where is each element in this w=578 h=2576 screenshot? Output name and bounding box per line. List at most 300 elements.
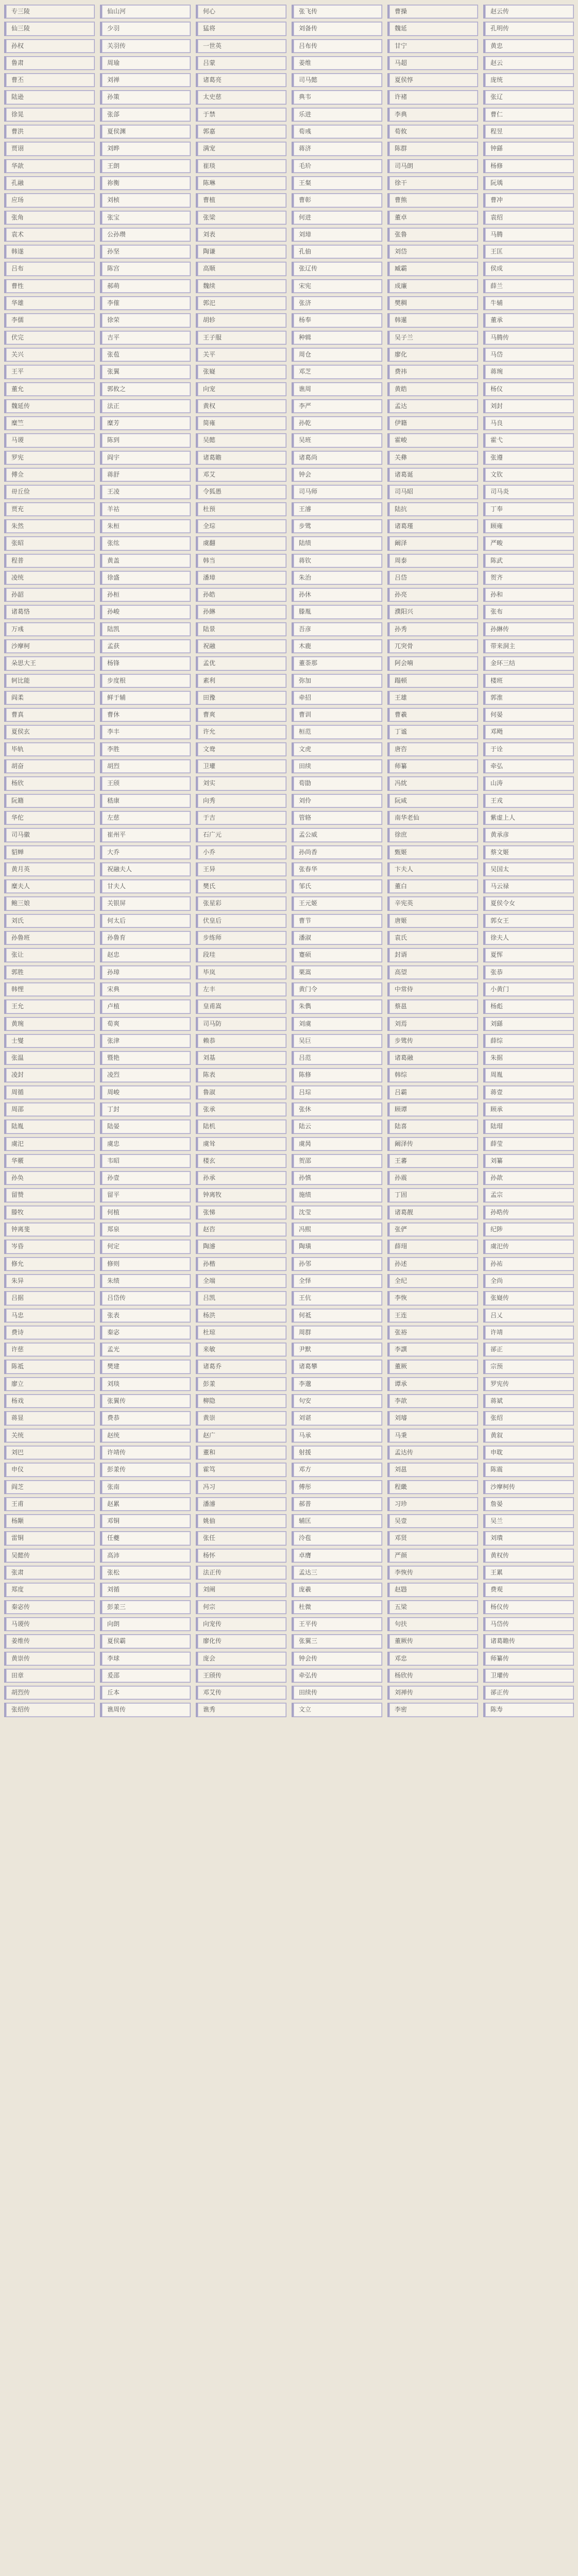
name-cell[interactable]: 赵云传 bbox=[483, 5, 574, 19]
name-cell[interactable]: 诸葛恪 bbox=[4, 605, 95, 619]
name-cell[interactable]: 薛珝 bbox=[387, 1240, 478, 1253]
name-cell[interactable]: 王异 bbox=[196, 862, 286, 876]
name-cell[interactable]: 荀爽 bbox=[100, 1017, 191, 1031]
name-cell[interactable]: 冯习 bbox=[196, 1480, 286, 1494]
name-cell[interactable]: 张梁 bbox=[196, 211, 286, 225]
name-cell[interactable]: 魏续 bbox=[196, 279, 286, 293]
name-cell[interactable]: 夏侯霸 bbox=[100, 1634, 191, 1648]
name-cell[interactable]: 杜微 bbox=[292, 1600, 382, 1614]
name-cell[interactable]: 张松 bbox=[100, 1566, 191, 1580]
name-cell[interactable]: 牵弘 bbox=[483, 759, 574, 773]
name-cell[interactable]: 诸葛尚 bbox=[292, 451, 382, 465]
name-cell[interactable]: 谯周传 bbox=[100, 1703, 191, 1717]
name-cell[interactable]: 李胜 bbox=[100, 742, 191, 756]
name-cell[interactable]: 何宗 bbox=[196, 1600, 286, 1614]
name-cell[interactable]: 徐干 bbox=[387, 176, 478, 190]
name-cell[interactable]: 郭汜 bbox=[196, 296, 286, 310]
name-cell[interactable]: 罗宪 bbox=[4, 451, 95, 465]
name-cell[interactable]: 丁封 bbox=[100, 1103, 191, 1116]
name-cell[interactable]: 鲁肃 bbox=[4, 56, 95, 70]
name-cell[interactable]: 杨欣 bbox=[4, 776, 95, 790]
name-cell[interactable]: 黄盖 bbox=[100, 554, 191, 568]
name-cell[interactable]: 孙慎 bbox=[292, 1171, 382, 1185]
name-cell[interactable]: 张绍 bbox=[483, 1411, 574, 1425]
name-cell[interactable]: 步度根 bbox=[100, 674, 191, 688]
name-cell[interactable]: 许靖传 bbox=[100, 1446, 191, 1460]
name-cell[interactable]: 黄叙 bbox=[483, 1429, 574, 1443]
name-cell[interactable]: 彭羕三 bbox=[100, 1600, 191, 1614]
name-cell[interactable]: 郭淮 bbox=[483, 691, 574, 705]
name-cell[interactable]: 陆瑁 bbox=[483, 1120, 574, 1133]
name-cell[interactable]: 樊氏 bbox=[196, 879, 286, 893]
name-cell[interactable]: 曹爽 bbox=[196, 708, 286, 722]
name-cell[interactable]: 中常侍 bbox=[387, 982, 478, 996]
name-cell[interactable]: 柳隐 bbox=[196, 1394, 286, 1408]
name-cell[interactable]: 曹休 bbox=[100, 708, 191, 722]
name-cell[interactable]: 唐姬 bbox=[387, 914, 478, 928]
name-cell[interactable]: 步练师 bbox=[196, 931, 286, 945]
name-cell[interactable]: 泠苞 bbox=[292, 1531, 382, 1545]
name-cell[interactable]: 潘璋 bbox=[196, 571, 286, 585]
name-cell[interactable]: 何进 bbox=[292, 211, 382, 225]
name-cell[interactable]: 张翼三 bbox=[292, 1634, 382, 1648]
name-cell[interactable]: 刘循 bbox=[100, 1583, 191, 1597]
name-cell[interactable]: 一世英 bbox=[196, 39, 286, 53]
name-cell[interactable]: 全尚 bbox=[483, 1274, 574, 1288]
name-cell[interactable]: 刘禅传 bbox=[387, 1686, 478, 1700]
name-cell[interactable]: 吉平 bbox=[100, 331, 191, 345]
name-cell[interactable]: 纪陟 bbox=[483, 1223, 574, 1236]
name-cell[interactable]: 徐夫人 bbox=[483, 931, 574, 945]
name-cell[interactable]: 樊建 bbox=[100, 1360, 191, 1374]
name-cell[interactable]: 刘实 bbox=[196, 776, 286, 790]
name-cell[interactable]: 郤正传 bbox=[483, 1686, 574, 1700]
name-cell[interactable]: 鲁淑 bbox=[196, 1086, 286, 1099]
name-cell[interactable]: 张角 bbox=[4, 211, 95, 225]
name-cell[interactable]: 栗嵩 bbox=[292, 965, 382, 979]
name-cell[interactable]: 陆云 bbox=[292, 1120, 382, 1133]
name-cell[interactable]: 华覈 bbox=[4, 1154, 95, 1168]
name-cell[interactable]: 应玚 bbox=[4, 193, 95, 207]
name-cell[interactable]: 李严 bbox=[292, 399, 382, 413]
name-cell[interactable]: 士燮 bbox=[4, 1034, 95, 1048]
name-cell[interactable]: 管辂 bbox=[292, 811, 382, 825]
name-cell[interactable]: 濮阳兴 bbox=[387, 605, 478, 619]
name-cell[interactable]: 郑度 bbox=[4, 1583, 95, 1597]
name-cell[interactable]: 曹训 bbox=[292, 708, 382, 722]
name-cell[interactable]: 董承 bbox=[483, 313, 574, 327]
name-cell[interactable]: 费诗 bbox=[4, 1326, 95, 1340]
name-cell[interactable]: 崔州平 bbox=[100, 828, 191, 842]
name-cell[interactable]: 伊籍 bbox=[387, 416, 478, 430]
name-cell[interactable]: 夏侯令女 bbox=[483, 896, 574, 910]
name-cell[interactable]: 王连 bbox=[387, 1309, 478, 1323]
name-cell[interactable]: 张辽传 bbox=[292, 262, 382, 276]
name-cell[interactable]: 阚泽 bbox=[387, 536, 478, 550]
name-cell[interactable]: 张飞传 bbox=[292, 5, 382, 19]
name-cell[interactable]: 贾诩 bbox=[4, 142, 95, 156]
name-cell[interactable]: 费恭 bbox=[100, 1411, 191, 1425]
name-cell[interactable]: 桓范 bbox=[292, 725, 382, 739]
name-cell[interactable]: 虞忠 bbox=[100, 1137, 191, 1151]
name-cell[interactable]: 董厥 bbox=[387, 1360, 478, 1374]
name-cell[interactable]: 万彧 bbox=[4, 622, 95, 636]
name-cell[interactable]: 刘邕 bbox=[387, 1463, 478, 1477]
name-cell[interactable]: 刘虞 bbox=[292, 1017, 382, 1031]
name-cell[interactable]: 孟达 bbox=[387, 399, 478, 413]
name-cell[interactable]: 张让 bbox=[4, 948, 95, 962]
name-cell[interactable]: 程昱 bbox=[483, 125, 574, 139]
name-cell[interactable]: 石广元 bbox=[196, 828, 286, 842]
name-cell[interactable]: 专三陵 bbox=[4, 5, 95, 19]
name-cell[interactable]: 典韦 bbox=[292, 90, 382, 104]
name-cell[interactable]: 邓飏 bbox=[483, 725, 574, 739]
name-cell[interactable]: 宋典 bbox=[100, 982, 191, 996]
name-cell[interactable]: 庞会 bbox=[196, 1652, 286, 1666]
name-cell[interactable]: 黄承彦 bbox=[483, 828, 574, 842]
name-cell[interactable]: 黄崇 bbox=[196, 1411, 286, 1425]
name-cell[interactable]: 简雍 bbox=[196, 416, 286, 430]
name-cell[interactable]: 于吉 bbox=[196, 811, 286, 825]
name-cell[interactable]: 董白 bbox=[387, 879, 478, 893]
name-cell[interactable]: 丁固 bbox=[387, 1188, 478, 1202]
name-cell[interactable]: 诸葛靓 bbox=[387, 1206, 478, 1219]
name-cell[interactable]: 严颜 bbox=[387, 1549, 478, 1563]
name-cell[interactable]: 蒋钦 bbox=[292, 554, 382, 568]
name-cell[interactable]: 孙震 bbox=[387, 1171, 478, 1185]
name-cell[interactable]: 太史慈 bbox=[196, 90, 286, 104]
name-cell[interactable]: 射援 bbox=[292, 1446, 382, 1460]
name-cell[interactable]: 孟光 bbox=[100, 1343, 191, 1357]
name-cell[interactable]: 朱绩 bbox=[100, 1274, 191, 1288]
name-cell[interactable]: 施绩 bbox=[292, 1188, 382, 1202]
name-cell[interactable]: 徐荣 bbox=[100, 313, 191, 327]
name-cell[interactable]: 全琮 bbox=[196, 519, 286, 533]
name-cell[interactable]: 郭攸之 bbox=[100, 382, 191, 396]
name-cell[interactable]: 司马炎 bbox=[483, 485, 574, 499]
name-cell[interactable]: 刘备传 bbox=[292, 22, 382, 36]
name-cell[interactable]: 诸葛乔 bbox=[196, 1360, 286, 1374]
name-cell[interactable]: 带来洞主 bbox=[483, 639, 574, 653]
name-cell[interactable]: 虞汜传 bbox=[483, 1240, 574, 1253]
name-cell[interactable]: 宋宪 bbox=[292, 279, 382, 293]
name-cell[interactable]: 樊稠 bbox=[387, 296, 478, 310]
name-cell[interactable]: 孟宗 bbox=[483, 1188, 574, 1202]
name-cell[interactable]: 杨奉 bbox=[292, 313, 382, 327]
name-cell[interactable]: 田续传 bbox=[292, 1686, 382, 1700]
name-cell[interactable]: 成廉 bbox=[387, 279, 478, 293]
name-cell[interactable]: 杜预 bbox=[196, 502, 286, 516]
name-cell[interactable]: 董允 bbox=[4, 382, 95, 396]
name-cell[interactable]: 卫瓘 bbox=[196, 759, 286, 773]
name-cell[interactable]: 刘璝 bbox=[483, 1531, 574, 1545]
name-cell[interactable]: 廖化 bbox=[387, 348, 478, 362]
name-cell[interactable]: 钟离牧 bbox=[196, 1188, 286, 1202]
name-cell[interactable]: 刘桢 bbox=[100, 193, 191, 207]
name-cell[interactable]: 祝融 bbox=[196, 639, 286, 653]
name-cell[interactable]: 唐咨 bbox=[387, 742, 478, 756]
name-cell[interactable]: 张郃 bbox=[100, 108, 191, 122]
name-cell[interactable]: 甘夫人 bbox=[100, 879, 191, 893]
name-cell[interactable]: 李密 bbox=[387, 1703, 478, 1717]
name-cell[interactable]: 潘淑 bbox=[292, 931, 382, 945]
name-cell[interactable]: 左丰 bbox=[196, 982, 286, 996]
name-cell[interactable]: 华歆 bbox=[4, 159, 95, 173]
name-cell[interactable]: 黄门令 bbox=[292, 982, 382, 996]
name-cell[interactable]: 董和 bbox=[196, 1446, 286, 1460]
name-cell[interactable]: 修允 bbox=[4, 1257, 95, 1271]
name-cell[interactable]: 邓艾 bbox=[196, 468, 286, 482]
name-cell[interactable]: 刘晔 bbox=[100, 142, 191, 156]
name-cell[interactable]: 吕范 bbox=[292, 1051, 382, 1065]
name-cell[interactable]: 孙祐 bbox=[483, 1257, 574, 1271]
name-cell[interactable]: 杨戏 bbox=[4, 1394, 95, 1408]
name-cell[interactable]: 皇甫嵩 bbox=[196, 999, 286, 1013]
name-cell[interactable]: 毕轨 bbox=[4, 742, 95, 756]
name-cell[interactable]: 周胤 bbox=[483, 1068, 574, 1082]
name-cell[interactable]: 张恭 bbox=[483, 965, 574, 979]
name-cell[interactable]: 张苞 bbox=[100, 348, 191, 362]
name-cell[interactable]: 荀勖 bbox=[292, 776, 382, 790]
name-cell[interactable]: 鲜于辅 bbox=[100, 691, 191, 705]
name-cell[interactable]: 爰邵 bbox=[100, 1669, 191, 1683]
name-cell[interactable]: 曹真 bbox=[4, 708, 95, 722]
name-cell[interactable]: 吕据 bbox=[4, 1291, 95, 1305]
name-cell[interactable]: 糜芳 bbox=[100, 416, 191, 430]
name-cell[interactable]: 陆景 bbox=[196, 622, 286, 636]
name-cell[interactable]: 许褚 bbox=[387, 90, 478, 104]
name-cell[interactable]: 辅匡 bbox=[292, 1514, 382, 1528]
name-cell[interactable]: 杨彪 bbox=[483, 999, 574, 1013]
name-cell[interactable]: 胡轸 bbox=[196, 313, 286, 327]
name-cell[interactable]: 猛将 bbox=[196, 22, 286, 36]
name-cell[interactable]: 滕胤 bbox=[292, 605, 382, 619]
name-cell[interactable]: 华佗 bbox=[4, 811, 95, 825]
name-cell[interactable]: 程畿 bbox=[387, 1480, 478, 1494]
name-cell[interactable]: 仙三陵 bbox=[4, 22, 95, 36]
name-cell[interactable]: 朱然 bbox=[4, 519, 95, 533]
name-cell[interactable]: 黄崇传 bbox=[4, 1652, 95, 1666]
name-cell[interactable]: 马腾 bbox=[483, 228, 574, 242]
name-cell[interactable]: 嵇康 bbox=[100, 794, 191, 808]
name-cell[interactable]: 楼玄 bbox=[196, 1154, 286, 1168]
name-cell[interactable]: 暨艳 bbox=[100, 1051, 191, 1065]
name-cell[interactable]: 黄权 bbox=[196, 399, 286, 413]
name-cell[interactable]: 孙歆 bbox=[483, 1171, 574, 1185]
name-cell[interactable]: 陶璜 bbox=[292, 1240, 382, 1253]
name-cell[interactable]: 诸葛瞻 bbox=[196, 451, 286, 465]
name-cell[interactable]: 刘表 bbox=[196, 228, 286, 242]
name-cell[interactable]: 蒋舒 bbox=[100, 468, 191, 482]
name-cell[interactable]: 乐进 bbox=[292, 108, 382, 122]
name-cell[interactable]: 高望 bbox=[387, 965, 478, 979]
name-cell[interactable]: 司马朗 bbox=[387, 159, 478, 173]
name-cell[interactable]: 阎芝 bbox=[4, 1480, 95, 1494]
name-cell[interactable]: 关平 bbox=[196, 348, 286, 362]
name-cell[interactable]: 韦昭 bbox=[100, 1154, 191, 1168]
name-cell[interactable]: 张悌 bbox=[196, 1206, 286, 1219]
name-cell[interactable]: 刘纂 bbox=[483, 1154, 574, 1168]
name-cell[interactable]: 紫虚上人 bbox=[483, 811, 574, 825]
name-cell[interactable]: 凌封 bbox=[4, 1068, 95, 1082]
name-cell[interactable]: 庞统 bbox=[483, 73, 574, 87]
name-cell[interactable]: 董卓 bbox=[387, 211, 478, 225]
name-cell[interactable]: 牛辅 bbox=[483, 296, 574, 310]
name-cell[interactable]: 阮籍 bbox=[4, 794, 95, 808]
name-cell[interactable]: 王元姬 bbox=[292, 896, 382, 910]
name-cell[interactable]: 孙韶 bbox=[4, 588, 95, 602]
name-cell[interactable]: 袁术 bbox=[4, 228, 95, 242]
name-cell[interactable]: 阎宇 bbox=[100, 451, 191, 465]
name-cell[interactable]: 谯秀 bbox=[196, 1703, 286, 1717]
name-cell[interactable]: 杨修 bbox=[483, 159, 574, 173]
name-cell[interactable]: 张嶷传 bbox=[483, 1291, 574, 1305]
name-cell[interactable]: 文钦 bbox=[483, 468, 574, 482]
name-cell[interactable]: 王伉 bbox=[292, 1291, 382, 1305]
name-cell[interactable]: 牵弘传 bbox=[292, 1669, 382, 1683]
name-cell[interactable]: 毌丘俭 bbox=[4, 485, 95, 499]
name-cell[interactable]: 陆喜 bbox=[387, 1120, 478, 1133]
name-cell[interactable]: 刘伶 bbox=[292, 794, 382, 808]
name-cell[interactable]: 司马师 bbox=[292, 485, 382, 499]
name-cell[interactable]: 杨仪传 bbox=[483, 1600, 574, 1614]
name-cell[interactable]: 王颀传 bbox=[196, 1669, 286, 1683]
name-cell[interactable]: 王濬 bbox=[292, 502, 382, 516]
name-cell[interactable]: 张昭 bbox=[4, 536, 95, 550]
name-cell[interactable]: 邹氏 bbox=[292, 879, 382, 893]
name-cell[interactable]: 吕琮 bbox=[292, 1086, 382, 1099]
name-cell[interactable]: 甘宁 bbox=[387, 39, 478, 53]
name-cell[interactable]: 甄姬 bbox=[387, 845, 478, 859]
name-cell[interactable]: 张春华 bbox=[292, 862, 382, 876]
name-cell[interactable]: 诸葛攀 bbox=[292, 1360, 382, 1374]
name-cell[interactable]: 卫瓘传 bbox=[483, 1669, 574, 1683]
name-cell[interactable]: 田续 bbox=[292, 759, 382, 773]
name-cell[interactable]: 吾彦 bbox=[292, 622, 382, 636]
name-cell[interactable]: 钟会传 bbox=[292, 1652, 382, 1666]
name-cell[interactable]: 曹冲 bbox=[483, 193, 574, 207]
name-cell[interactable]: 文鸯 bbox=[196, 742, 286, 756]
name-cell[interactable]: 胡奋 bbox=[4, 759, 95, 773]
name-cell[interactable]: 马岱 bbox=[483, 348, 574, 362]
name-cell[interactable]: 邓铜 bbox=[100, 1514, 191, 1528]
name-cell[interactable]: 李邈 bbox=[292, 1377, 382, 1391]
name-cell[interactable]: 牵招 bbox=[292, 691, 382, 705]
name-cell[interactable]: 法正 bbox=[100, 399, 191, 413]
name-cell[interactable]: 孟达传 bbox=[387, 1446, 478, 1460]
name-cell[interactable]: 孙策 bbox=[100, 90, 191, 104]
name-cell[interactable]: 薛综 bbox=[483, 1034, 574, 1048]
name-cell[interactable]: 张表 bbox=[100, 1309, 191, 1323]
name-cell[interactable]: 冯熙 bbox=[292, 1223, 382, 1236]
name-cell[interactable]: 张纮 bbox=[100, 536, 191, 550]
name-cell[interactable]: 王匡 bbox=[483, 245, 574, 259]
name-cell[interactable]: 诸葛瞻传 bbox=[483, 1634, 574, 1648]
name-cell[interactable]: 孙奂 bbox=[4, 1171, 95, 1185]
name-cell[interactable]: 阮瑀 bbox=[483, 176, 574, 190]
name-cell[interactable]: 李球 bbox=[100, 1652, 191, 1666]
name-cell[interactable]: 毕岚 bbox=[196, 965, 286, 979]
name-cell[interactable]: 韩综 bbox=[387, 1068, 478, 1082]
name-cell[interactable]: 孙秀 bbox=[387, 622, 478, 636]
name-cell[interactable]: 全怿 bbox=[292, 1274, 382, 1288]
name-cell[interactable]: 仙山河 bbox=[100, 5, 191, 19]
name-cell[interactable]: 张星彩 bbox=[196, 896, 286, 910]
name-cell[interactable]: 孙休 bbox=[292, 588, 382, 602]
name-cell[interactable]: 向秀 bbox=[196, 794, 286, 808]
name-cell[interactable]: 姜维 bbox=[292, 56, 382, 70]
name-cell[interactable]: 吕凯 bbox=[196, 1291, 286, 1305]
name-cell[interactable]: 弥加 bbox=[292, 674, 382, 688]
name-cell[interactable]: 赵统 bbox=[100, 1429, 191, 1443]
name-cell[interactable]: 王累 bbox=[483, 1566, 574, 1580]
name-cell[interactable]: 霍峻 bbox=[387, 433, 478, 447]
name-cell[interactable]: 吕蒙 bbox=[196, 56, 286, 70]
name-cell[interactable]: 吕霸 bbox=[387, 1086, 478, 1099]
name-cell[interactable]: 吴巨 bbox=[292, 1034, 382, 1048]
name-cell[interactable]: 邓忠 bbox=[387, 1652, 478, 1666]
name-cell[interactable]: 糜夫人 bbox=[4, 879, 95, 893]
name-cell[interactable]: 文立 bbox=[292, 1703, 382, 1717]
name-cell[interactable]: 周瑜 bbox=[100, 56, 191, 70]
name-cell[interactable]: 曹操 bbox=[387, 5, 478, 19]
name-cell[interactable]: 修则 bbox=[100, 1257, 191, 1271]
name-cell[interactable]: 徐庶 bbox=[387, 828, 478, 842]
name-cell[interactable]: 黄忠 bbox=[483, 39, 574, 53]
name-cell[interactable]: 赵累 bbox=[100, 1497, 191, 1511]
name-cell[interactable]: 朱桓 bbox=[100, 519, 191, 533]
name-cell[interactable]: 陈祗 bbox=[4, 1360, 95, 1374]
name-cell[interactable]: 杨洪 bbox=[196, 1309, 286, 1323]
name-cell[interactable]: 文虎 bbox=[292, 742, 382, 756]
name-cell[interactable]: 王平传 bbox=[292, 1617, 382, 1631]
name-cell[interactable]: 陈武 bbox=[483, 554, 574, 568]
name-cell[interactable]: 马承 bbox=[292, 1429, 382, 1443]
name-cell[interactable]: 王蕃 bbox=[387, 1154, 478, 1168]
name-cell[interactable]: 郤正 bbox=[483, 1343, 574, 1357]
name-cell[interactable]: 秦宓传 bbox=[4, 1600, 95, 1614]
name-cell[interactable]: 张休 bbox=[292, 1103, 382, 1116]
name-cell[interactable]: 陈群 bbox=[387, 142, 478, 156]
name-cell[interactable]: 孔伷 bbox=[292, 245, 382, 259]
name-cell[interactable]: 臧霸 bbox=[387, 262, 478, 276]
name-cell[interactable]: 司马懿 bbox=[292, 73, 382, 87]
name-cell[interactable]: 素利 bbox=[196, 674, 286, 688]
name-cell[interactable]: 少羽 bbox=[100, 22, 191, 36]
name-cell[interactable]: 郭胜 bbox=[4, 965, 95, 979]
name-cell[interactable]: 董荼那 bbox=[292, 656, 382, 670]
name-cell[interactable]: 张鲁 bbox=[387, 228, 478, 242]
name-cell[interactable]: 贺邵 bbox=[292, 1154, 382, 1168]
name-cell[interactable]: 孙皓 bbox=[196, 588, 286, 602]
name-cell[interactable]: 马云禄 bbox=[483, 879, 574, 893]
name-cell[interactable]: 句扶 bbox=[387, 1617, 478, 1631]
name-cell[interactable]: 费祎 bbox=[387, 365, 478, 379]
name-cell[interactable]: 孙壹 bbox=[100, 1171, 191, 1185]
name-cell[interactable]: 李恢传 bbox=[387, 1566, 478, 1580]
name-cell[interactable]: 潘濬 bbox=[196, 1497, 286, 1511]
name-cell[interactable]: 郝萌 bbox=[100, 279, 191, 293]
name-cell[interactable]: 刘阐 bbox=[196, 1583, 286, 1597]
name-cell[interactable]: 马超 bbox=[387, 56, 478, 70]
name-cell[interactable]: 何心 bbox=[196, 5, 286, 19]
name-cell[interactable]: 关银屏 bbox=[100, 896, 191, 910]
name-cell[interactable]: 蒋斌 bbox=[483, 1394, 574, 1408]
name-cell[interactable]: 曹植 bbox=[196, 193, 286, 207]
name-cell[interactable]: 孔融 bbox=[4, 176, 95, 190]
name-cell[interactable]: 孟公威 bbox=[292, 828, 382, 842]
name-cell[interactable]: 孙述 bbox=[387, 1257, 478, 1271]
